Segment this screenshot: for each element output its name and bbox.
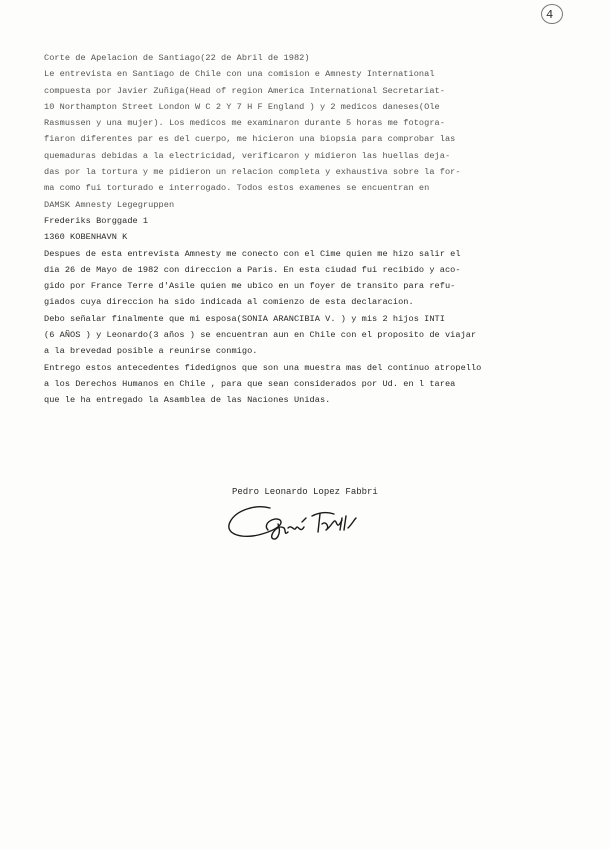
body-line: Le entrevista en Santiago de Chile con una comision e Amnesty International: [44, 69, 435, 80]
body-line: Despues de esta entrevista Amnesty me conecto con el Cime quien me hizo salir el: [44, 248, 461, 259]
body-line: a la brevedad posible a reunirse conmigo.: [44, 346, 258, 357]
handwritten-signature: [222, 494, 382, 551]
body-line: Rasmussen y una mujer). Los medicos me examinaron durante 5 horas me fotogra-: [44, 118, 445, 129]
body-line: DAMSK Amnesty Legegruppen: [44, 199, 175, 210]
body-line: 1360 KOBENHAVN K: [44, 232, 128, 243]
body-line: 10 Northampton Street London W C 2 Y 7 H F England ) y 2 medicos daneses(Ole: [44, 101, 440, 112]
body-line: gido por France Terre d'Asile quien me ubico en un foyer de transito para refu-: [44, 281, 456, 292]
signer-name: Pedro Leonardo Lopez Fabbri: [232, 487, 378, 497]
declaration-body: [44, 50, 584, 409]
body-line: fiaron diferentes par es del cuerpo, me hicieron una biopsia para comprobar las: [44, 134, 456, 145]
body-line: a los Derechos Humanos en Chile , para que sean considerados por Ud. en l tarea: [44, 378, 456, 389]
body-line: compuesta por Javier Zuñiga(Head of region America International Secretariat-: [44, 85, 445, 96]
body-line: das por la tortura y me pidieron un relacion completa y exhaustiva sobre la for-: [44, 167, 461, 178]
page-number: 4: [546, 8, 554, 22]
body-line: Entrego estos antecedentes fidedignos que son una muestra mas del continuo atropello: [44, 362, 482, 373]
body-line: giados cuya direccion ha sido indicada al comienzo de esta declaracion.: [44, 297, 414, 308]
body-line: Debo señalar finalmente que mi esposa(SONIA ARANCIBIA V. ) y mis 2 hijos INTI: [44, 313, 445, 324]
body-line: dia 26 de Mayo de 1982 con direccion a Paris. En esta ciudad fui recibido y aco-: [44, 264, 461, 275]
body-line: ma como fui torturado e interrogado. Todos estos examenes se encuentran en: [44, 183, 430, 194]
body-line: (6 AÑOS ) y Leonardo(3 años ) se encuentran aun en Chile con el proposito de viajar: [44, 330, 477, 341]
body-line: Frederiks Borggade 1: [44, 215, 149, 226]
body-line: Corte de Apelacion de Santiago(22 de Abril de 1982): [44, 53, 310, 63]
body-line: que le ha entregado la Asamblea de las Naciones Unidas.: [44, 395, 331, 406]
body-line: quemaduras debidas a la electricidad, verificaron y midieron las huellas deja-: [44, 150, 451, 161]
